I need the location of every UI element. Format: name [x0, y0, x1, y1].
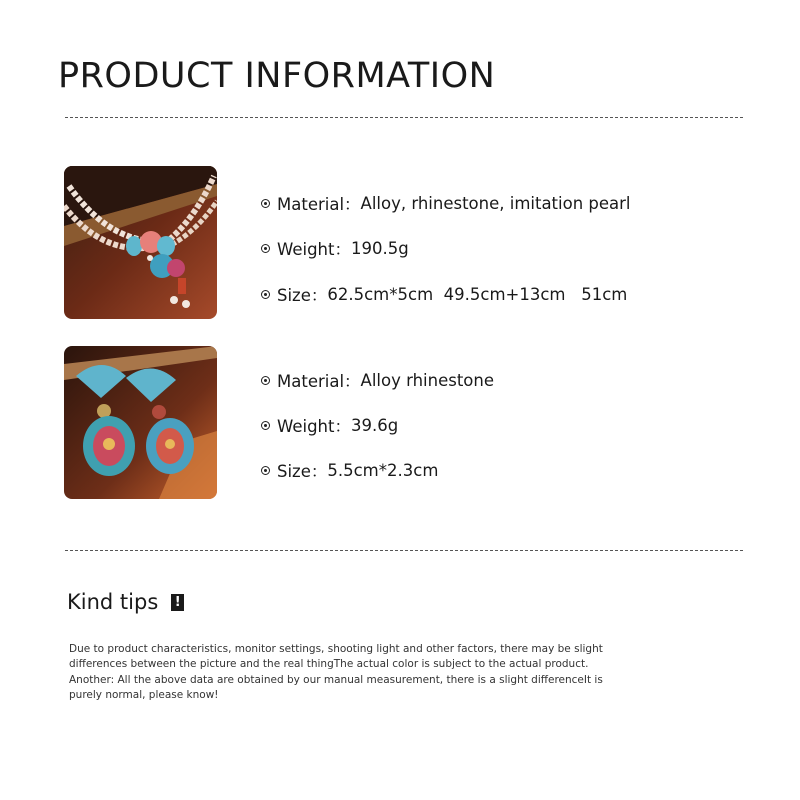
kind-tips-label: Kind tips	[67, 590, 159, 614]
tips-line: Another: All the above data are obtained by our manual measurement, there is a slight differenceIt is	[69, 673, 603, 686]
bullet-icon	[261, 290, 270, 299]
spec-value: 39.6g	[350, 415, 399, 435]
spec-material	[261, 368, 494, 392]
spec-value: 190.5g	[350, 238, 409, 258]
top-divider	[65, 117, 743, 118]
spec-size	[261, 458, 438, 482]
tips-line: differences between the picture and the real thingThe actual color is subject to the actual product.	[69, 658, 589, 671]
spec-value: 5.5cm*2.3cm	[327, 460, 439, 480]
spec-weight	[261, 236, 409, 260]
spec-label: Weight：	[277, 417, 351, 436]
bullet-icon	[261, 466, 270, 475]
spec-size	[261, 282, 627, 306]
necklace-photo	[64, 166, 217, 319]
page-title: PRODUCT INFORMATION	[58, 56, 496, 96]
tips-line: Due to product characteristics, monitor settings, shooting light and other factors, there may be slight	[69, 643, 603, 655]
spec-label: Size：	[277, 462, 328, 481]
kind-tips-heading	[67, 590, 184, 614]
spec-value: 62.5cm*5cm 49.5cm+13cm 51cm	[327, 284, 628, 304]
spec-value: Alloy rhinestone	[360, 370, 495, 390]
kind-tips-text	[69, 642, 644, 703]
bullet-icon	[261, 376, 270, 385]
bullet-icon	[261, 199, 270, 208]
spec-label: Weight：	[277, 240, 351, 259]
spec-weight	[261, 413, 398, 437]
tips-line: purely normal, please know!	[69, 688, 219, 701]
bottom-divider	[65, 550, 743, 551]
exclamation-icon: !	[171, 594, 184, 611]
spec-label: Size：	[277, 286, 328, 305]
spec-material	[261, 191, 631, 215]
earrings-photo	[64, 346, 217, 499]
spec-value: Alloy, rhinestone, imitation pearl	[360, 193, 631, 213]
spec-label: Material：	[277, 195, 361, 214]
bullet-icon	[261, 421, 270, 430]
spec-label: Material：	[277, 372, 361, 391]
bullet-icon	[261, 244, 270, 253]
